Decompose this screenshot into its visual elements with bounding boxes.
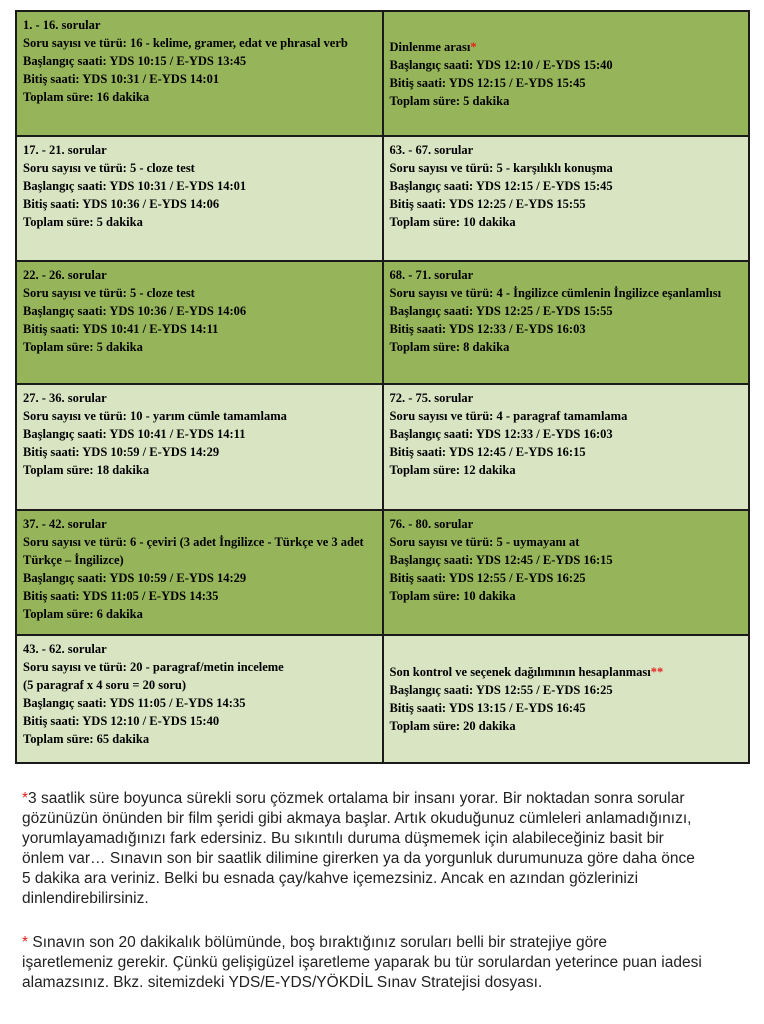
cell-q72-75 [383,384,750,510]
cell-total: Toplam süre: 5 dakika [23,340,143,354]
cell-extra: (5 paragraf x 4 soru = 20 soru) [23,678,187,692]
cell-title: 72. - 75. sorular [389,391,474,405]
cell-start: Başlangıç saati: YDS 12:15 / E-YDS 15:45 [389,179,613,193]
cell-type: Soru sayısı ve türü: 10 - yarım cümle tamamlama [23,409,287,423]
cell-end: Bitiş saati: YDS 12:45 / E-YDS 16:15 [389,445,586,459]
cell-break [383,11,750,136]
cell-type: Soru sayısı ve türü: 4 - paragraf tamamlama [389,409,628,423]
cell-end: Bitiş saati: YDS 12:15 / E-YDS 15:45 [389,75,586,90]
cell-q17-21 [16,136,383,261]
footnote-text: Sınavın son 20 dakikalık bölümünde, boş bıraktığınız soruları belli bir stratejiye göre işaretlemeniz gerekir. Çünkü gelişigüzel işaretleme yaparak bu tür sorulardan yeterince puan iadesi alamazsınız. Bkz. sitemizdeki YDS/E-YDS/YÖKDİL Sınav Stratejisi dosyası. [22,934,702,991]
asterisk-mark: * [22,790,29,807]
cell-total: Toplam süre: 5 dakika [389,93,510,108]
cell-q76-80 [383,510,750,635]
cell-title: 22. - 26. sorular [23,268,107,282]
cell-start: Başlangıç saati: YDS 12:33 / E-YDS 16:03 [389,427,613,441]
cell-type: Soru sayısı ve türü: 16 - kelime, gramer, edat ve phrasal verb [23,36,348,50]
cell-type: Soru sayısı ve türü: 4 - İngilizce cümlenin İngilizce eşanlamlısı [389,286,722,300]
footnote-text: 3 saatlik süre boyunca sürekli soru çözmek ortalama bir insanı yorar. Bir noktadan sonra sorular gözünüzün önünden bir film şeridi gibi akmaya başlar. Artık okuduğunuz cümleleri anlamadığınızı, yorumlayamadığınızı fark edersiniz. Bu sıkıntılı duruma düşmemek için alabileceğiniz basit bir önlem var… Sınavın son bir saatlik dilimine girerken ya da yorgunluk durumunuza göre daha önce 5 dakika ara veriniz. Belki bu esnada çay/kahve içemezsiniz. Ancak en azından gözlerinizi dinlendirebilirsiniz. [22,790,695,907]
cell-type: Soru sayısı ve türü: 5 - karşılıklı konuşma [389,161,613,175]
cell-final-check [383,635,750,763]
cell-total: Toplam süre: 18 dakika [23,463,150,477]
cell-title: 43. - 62. sorular [23,642,107,656]
cell-total: Toplam süre: 10 dakika [389,215,516,229]
cell-start: Başlangıç saati: YDS 12:55 / E-YDS 16:25 [389,683,613,697]
cell-start: Başlangıç saati: YDS 10:59 / E-YDS 14:29 [23,571,247,585]
cell-total: Toplam süre: 8 dakika [389,340,510,354]
cell-title: Son kontrol ve seçenek dağılımının hesaplanması** [389,665,664,679]
cell-total: Toplam süre: 10 dakika [389,589,516,603]
cell-q63-67 [383,136,750,261]
cell-q1-16 [16,11,383,136]
cell-end: Bitiş saati: YDS 12:25 / E-YDS 15:55 [389,197,586,211]
cell-type: Soru sayısı ve türü: 20 - paragraf/metin inceleme [23,660,284,674]
double-asterisk-mark: ** [650,665,664,679]
cell-start: Başlangıç saati: YDS 11:05 / E-YDS 14:35 [23,696,246,710]
cell-q37-42 [16,510,383,635]
asterisk-mark: * [470,39,477,54]
cell-total: Toplam süre: 20 dakika [389,719,516,733]
cell-total: Toplam süre: 16 dakika [23,90,150,104]
cell-q43-62 [16,635,383,763]
cell-total: Toplam süre: 6 dakika [23,607,143,621]
cell-start: Başlangıç saati: YDS 12:10 / E-YDS 15:40 [389,57,613,72]
cell-title: 76. - 80. sorular [389,517,474,531]
cell-title: 1. - 16. sorular [23,18,101,32]
cell-end: Bitiş saati: YDS 11:05 / E-YDS 14:35 [23,589,219,603]
cell-start: Başlangıç saati: YDS 10:41 / E-YDS 14:11 [23,427,246,441]
cell-end: Bitiş saati: YDS 12:55 / E-YDS 16:25 [389,571,586,585]
footnote-final-check [22,933,702,993]
cell-type: Soru sayısı ve türü: 6 - çeviri (3 adet İngilizce - Türkçe ve 3 adet Türkçe – İngilizce) [23,535,364,567]
cell-type: Soru sayısı ve türü: 5 - cloze test [23,286,195,300]
cell-title: 17. - 21. sorular [23,143,107,157]
cell-start: Başlangıç saati: YDS 10:15 / E-YDS 13:45 [23,54,247,68]
cell-start: Başlangıç saati: YDS 12:25 / E-YDS 15:55 [389,304,613,318]
cell-end: Bitiş saati: YDS 12:33 / E-YDS 16:03 [389,322,586,336]
cell-q22-26 [16,261,383,384]
cell-end: Bitiş saati: YDS 10:31 / E-YDS 14:01 [23,72,220,86]
cell-title: 27. - 36. sorular [23,391,107,405]
cell-type: Soru sayısı ve türü: 5 - cloze test [23,161,195,175]
cell-q68-71 [383,261,750,384]
cell-start: Başlangıç saati: YDS 10:36 / E-YDS 14:06 [23,304,247,318]
cell-title: 37. - 42. sorular [23,517,107,531]
cell-end: Bitiş saati: YDS 12:10 / E-YDS 15:40 [23,714,220,728]
cell-end: Bitiş saati: YDS 10:59 / E-YDS 14:29 [23,445,220,459]
cell-end: Bitiş saati: YDS 13:15 / E-YDS 16:45 [389,701,586,715]
cell-total: Toplam süre: 12 dakika [389,463,516,477]
footnote-rest-break [22,789,702,909]
cell-end: Bitiş saati: YDS 10:41 / E-YDS 14:11 [23,322,219,336]
cell-q27-36 [16,384,383,510]
cell-total: Toplam süre: 65 dakika [23,732,150,746]
cell-type: Soru sayısı ve türü: 5 - uymayanı at [389,535,580,549]
schedule-table [15,10,750,764]
cell-title: 63. - 67. sorular [389,143,474,157]
asterisk-mark: * [22,934,29,951]
cell-end: Bitiş saati: YDS 10:36 / E-YDS 14:06 [23,197,220,211]
cell-title: Dinlenme arası* [389,39,477,54]
cell-start: Başlangıç saati: YDS 10:31 / E-YDS 14:01 [23,179,247,193]
cell-start: Başlangıç saati: YDS 12:45 / E-YDS 16:15 [389,553,613,567]
cell-total: Toplam süre: 5 dakika [23,215,143,229]
cell-title: 68. - 71. sorular [389,268,474,282]
